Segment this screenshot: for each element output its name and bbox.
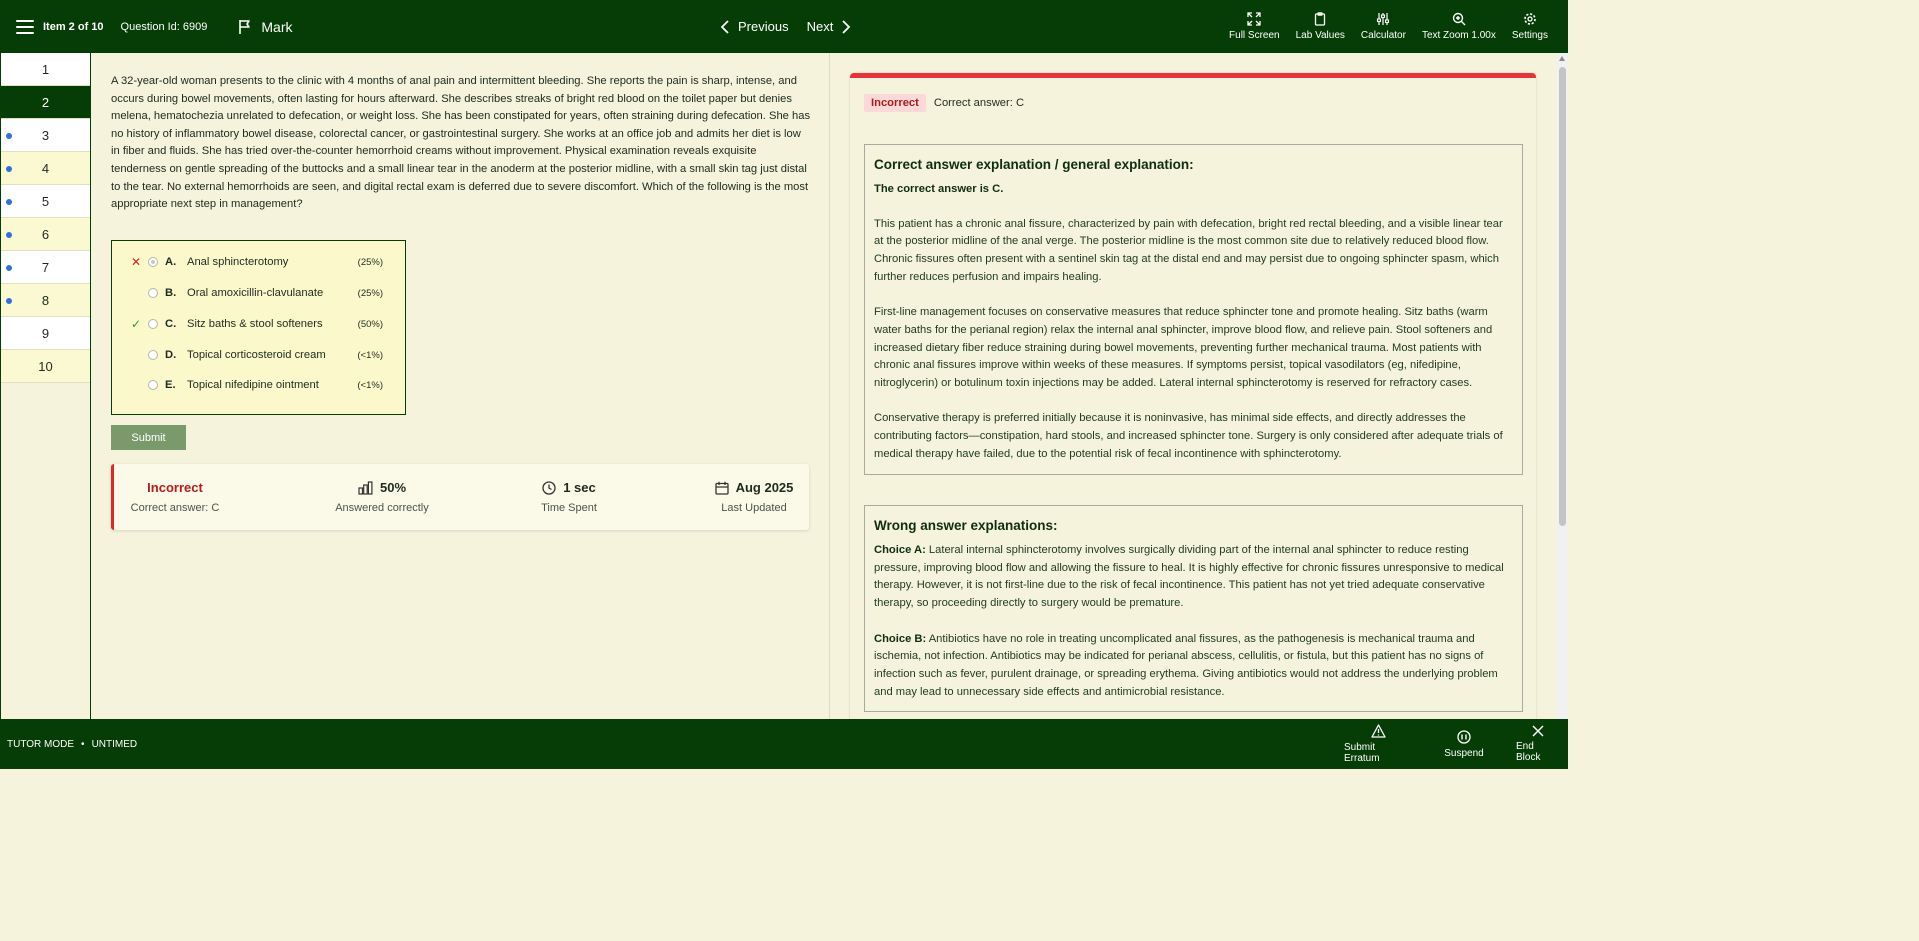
previous-button[interactable] [720,19,789,34]
next-label: Next [806,19,834,34]
updated-value: Aug 2025 [735,480,794,495]
wrong-explanation-b: Choice B: Antibiotics have no role in treating uncomplicated anal fissures, as the pathogenesis is mechanical trauma and ischemia, not infection. Antibiotics may be indicated for perianal abscess, cellulitis, or fistula, but this patient has no signs of infection such as fever, purulent drainage, or spreading erythema. Giving antibiotics would not address the underlying problem and may lead to unnecessary side effects and antimicrobial resistance. [874,632,1498,698]
clock-icon [542,481,556,495]
bottom-tools [1336,719,1568,769]
question-item-3[interactable]: 3 [1,119,90,152]
submit-button[interactable]: Submit [111,425,186,450]
unanswered-dot [6,133,12,139]
full-screen-button[interactable] [1221,0,1288,53]
question-stem: A 32-year-old woman presents to the clinic with 4 months of anal pain and intermittent bleeding. She reports the pain is sharp, intense, and occurs during bowel movements, often lasting for hours afterward. She describes streaks of bright red blood on the toilet paper but denies melena, hematochezia unrelated to defecation, or weight loss. She has been constipated for years, often straining during defecation. She has no history of inflammatory bowel disease, colorectal cancer, or gastrointestinal surgery. She works at an office job and admits her diet is low in fiber and fluids. She has tried over-the-counter hemorrhoid creams without improvement. Physical examination reveals exquisite tenderness on gentle spreading of the buttocks and a small linear tear in the anoderm at the posterior midline, with a small skin tag just distal to the tear. No external hemorrhoids are seen, and digital rectal exam is deferred due to severe discomfort. Which of the following is the most appropriate next step in management? [111,75,811,211]
explanation-paragraph: This patient has a chronic anal fissure, characterized by pain with defecation, bright red rectal bleeding, and a visible linear tear at the posterior midline of the anal verge. The posterior midline is the most common site due to relatively reduced blood flow. Chronic fissures often present with a sentinel skin tag at the distal end and may persist due to ongoing sphincter spasm, which further reduces perfusion and impairs healing. [874,217,1503,283]
end-block-button[interactable] [1508,719,1568,769]
unanswered-dot [6,232,12,238]
top-bar [0,0,1568,53]
wrong-explanations-title: Wrong answer explanations: [874,518,1058,533]
scroll-thumb[interactable] [1559,67,1566,526]
question-item-7[interactable]: 7 [1,251,90,284]
explanation-correct-answer: Correct answer: C [933,97,1025,109]
unanswered-dot [6,199,12,205]
time-value: 1 sec [563,480,596,495]
question-item-5[interactable]: 5 [1,185,90,218]
mark-label: Mark [261,18,293,35]
question-item-1[interactable]: 1 [1,53,90,86]
correct-check-icon: ✓ [131,317,142,331]
result-stat [127,464,223,530]
sliders-icon [1376,12,1390,26]
scroll-up-arrow-icon[interactable] [1559,56,1565,61]
choice-e[interactable]: E. Topical nifedipine ointment (<1%) [112,374,405,396]
chevron-left-icon [720,20,730,34]
question-item-10[interactable]: 10 [1,350,90,383]
choice-c[interactable]: ✓ C. Sitz baths & stool softeners (50%) [131,317,383,331]
explanation-scrollbar[interactable] [1557,53,1568,719]
question-item-9[interactable]: 9 [1,317,90,350]
zoom-icon [1452,12,1466,26]
item-counter: Item 2 of 10 [43,20,104,33]
wrong-explanation-a: Choice A: Lateral internal sphincterotomy involves surgically dividing part of the internal anal sphincter to reduce resting pressure, improving blood flow and allowing the fissure to heal. It is highly effective for chronic fissures unresponsive to medical therapy. However, it is not first-line due to the risk of fecal incontinence. This patient has not yet tried adequate conservative therapy, so proceeding directly to surgery would be premature. [874,544,1504,610]
time-label: Time Spent [541,502,597,514]
toolbar [1221,0,1556,53]
percent-label: Answered correctly [335,502,429,514]
unanswered-dot [6,265,12,271]
settings-label: Settings [1511,30,1548,41]
question-item-8[interactable]: 8 [1,284,90,317]
end-block-label: End Block [1516,741,1541,763]
choice-radio[interactable] [148,380,158,390]
general-explanation-title: Correct answer explanation / general explanation: [874,157,1194,172]
fullscreen-icon [1247,12,1261,26]
percent-stat [327,464,437,530]
calendar-icon [715,481,729,495]
correct-answer-label: Correct answer: C [130,502,220,514]
calculator-label: Calculator [1360,30,1406,41]
wrong-explanations-box [864,505,1523,712]
bottom-bar [0,719,1568,769]
close-icon [1532,725,1544,737]
result-stats [111,464,809,530]
explanation-header [864,94,1024,112]
choice-radio[interactable] [148,257,158,267]
next-button[interactable] [807,19,852,34]
updated-label: Last Updated [721,502,787,514]
unanswered-dot [6,298,12,304]
mode-separator: • [81,739,85,750]
gear-icon [1523,12,1537,26]
answer-choices [111,240,406,415]
suspend-button[interactable] [1434,719,1494,769]
result-label: Incorrect [147,480,203,495]
text-zoom-button[interactable] [1414,0,1504,53]
lab-values-button[interactable] [1288,0,1353,53]
incorrect-x-icon: ✕ [131,255,142,269]
lab-values-label: Lab Values [1295,30,1345,41]
question-item-6[interactable]: 6 [1,218,90,251]
pause-icon [1457,730,1471,744]
explanation-paragraph: First-line management focuses on conservative measures that reduce sphincter tone and promote healing. Sitz baths (warm water baths for the perianal region) relax the internal anal sphincter, improve blood flow, and relieve pain. Stool softeners and increased dietary fiber reduce straining during bowel movements, preventing further mechanical trauma. Most patients with chronic anal fissures improve within weeks of these measures. If symptoms persist, topical vasodilators (eg, nifedipine, nitroglycerin) or botulinum toxin injections may be added. Lateral internal sphincterotomy is reserved for refractory cases. [874,306,1493,390]
calculator-button[interactable] [1353,0,1414,53]
choice-radio[interactable] [148,319,158,329]
settings-button[interactable] [1504,0,1556,53]
mark-button[interactable] [237,19,292,35]
chevron-right-icon [841,20,851,34]
mode-label: TUTOR MODE [7,739,75,750]
choice-radio[interactable] [148,288,158,298]
previous-label: Previous [738,19,789,34]
timing-label: UNTIMED [91,739,138,750]
unanswered-dot [6,166,12,172]
choice-d[interactable]: D. Topical corticosteroid cream (<1%) [112,344,405,366]
warning-icon [1371,724,1386,738]
explanation-pane [850,73,1536,719]
question-id: Question Id: 6909 [120,20,208,33]
correct-answer-line: The correct answer is C. [874,183,1004,195]
menu-icon[interactable] [16,20,34,34]
submit-erratum-button[interactable] [1336,719,1420,769]
suspend-label: Suspend [1444,747,1484,759]
question-item-2[interactable]: 2 [1,86,90,119]
submit-erratum-label: Submit Erratum [1344,742,1380,764]
question-pane [92,53,830,719]
explanation-paragraph: Conservative therapy is preferred initially because it is noninvasive, has minimal side effects, and directly addresses the contributing factors—constipation, hard stools, and increased sphincter tone. Surgery is only considered after adequate trials of medical therapy have failed, due to the potential risk of fecal incontinence with sphincterotomy. [874,412,1503,460]
flag-icon [237,19,253,35]
question-item-4[interactable]: 4 [1,152,90,185]
general-explanation-box [864,144,1523,475]
mode-indicator [7,739,137,750]
text-zoom-label: Text Zoom 1.00x [1421,30,1496,41]
time-stat [524,464,614,530]
choice-a[interactable]: ✕ A. Anal sphincterotomy (25%) [131,255,383,269]
bar-chart-icon [358,481,373,495]
clipboard-icon [1313,12,1327,26]
updated-stat [704,464,804,530]
question-navigation [720,0,851,53]
percent-value: 50% [379,480,407,495]
incorrect-badge: Incorrect [864,94,926,112]
choice-b[interactable]: B. Oral amoxicillin-clavulanate (25%) [112,282,405,304]
choice-radio[interactable] [148,350,158,360]
full-screen-label: Full Screen [1229,30,1280,41]
question-list [0,53,91,719]
